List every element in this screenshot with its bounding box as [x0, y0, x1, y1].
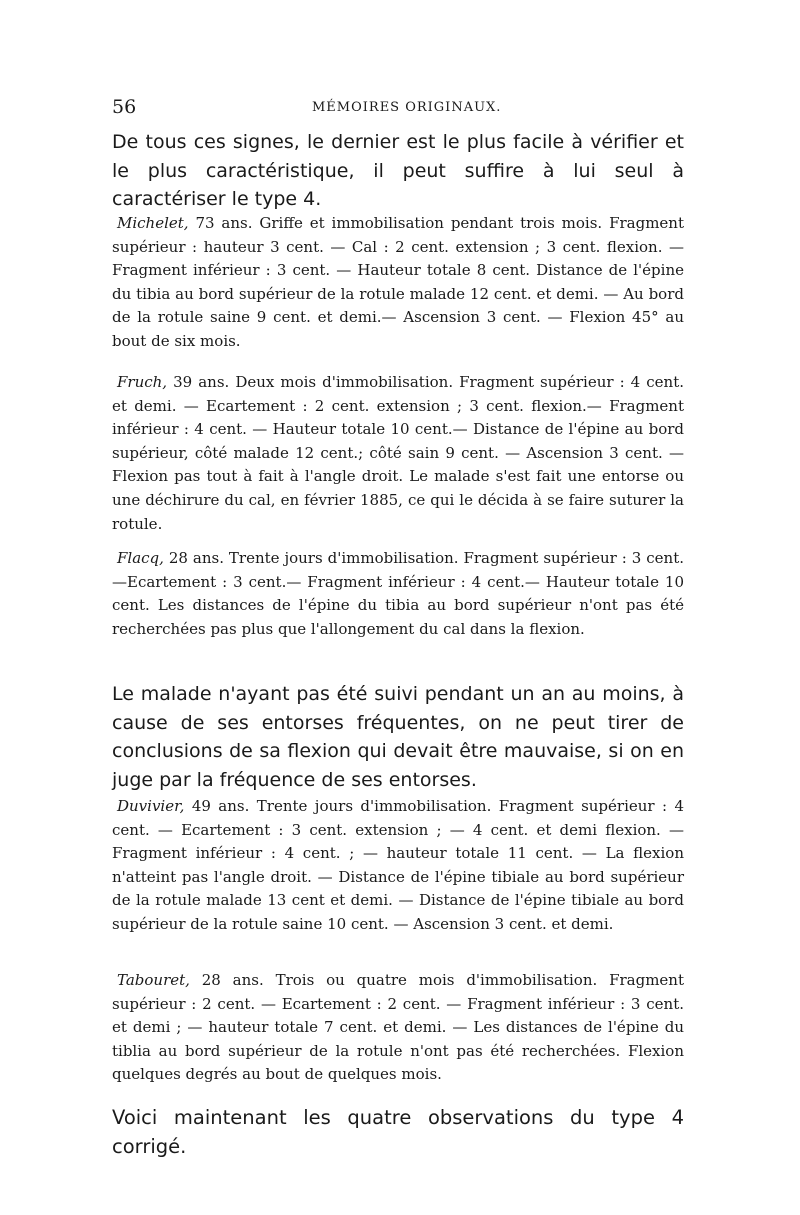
patient-name: Duvivier,	[117, 797, 185, 815]
patient-name: Flacq,	[117, 549, 164, 567]
observation-text: 28 ans. Trente jours d'immobilisation. Fragment supérieur : 3 cent.—Ecartement : 3 cent.— Fragment inférieur : 4 cent.— Hauteur totale 10 cent. Les distances de l'épine du tibia au bord supérieur n'ont pas été recherchées pas plus que l'allongement du cal dans la flexion.	[112, 549, 684, 638]
voici-paragraph: Voici maintenant les quatre observations du type 4 corrigé.	[112, 1106, 684, 1158]
intro-paragraph: De tous ces signes, le dernier est le plus facile à vérifier et le plus caractéristique, il peut suffire à lui seul à caractériser le type 4.	[112, 131, 684, 210]
malade-paragraph: Le malade n'ayant pas été suivi pendant un an au moins, à cause de ses entorses fréquentes, on ne peut tirer de conclusions de sa flexion qui devait être mauvaise, si on en juge par la fréquence de ses entorses.	[112, 683, 684, 791]
observation-tabouret	[112, 969, 684, 1087]
patient-name: Tabouret,	[117, 971, 190, 989]
header-title: MÉMOIRES ORIGINAUX.	[312, 100, 502, 115]
running-header	[112, 96, 692, 122]
observation-text: 28 ans. Trois ou quatre mois d'immobilisation. Fragment supérieur : 2 cent. — Ecartement : 2 cent. — Fragment inférieur : 3 cent. et demi ; — hauteur totale 7 cent. et demi. — Les distances de l'épine du tiblia au bord supérieur de la rotule n'ont pas été recherchées. Flexion quelques degrés au bout de quelques mois.	[112, 971, 684, 1084]
page-number: 56	[112, 96, 137, 118]
observation-fruch	[112, 371, 684, 536]
observation-text: 39 ans. Deux mois d'immobilisation. Fragment supérieur : 4 cent. et demi. — Ecartement : 2 cent. extension ; 3 cent. flexion.— Fragment inférieur : 4 cent. — Hauteur totale 10 cent.— Distance de l'épine au bord supérieur, côté malade 12 cent.; côté sain 9 cent. — Ascension 3 cent. — Flexion pas tout à fait à l'angle droit. Le malade s'est fait une entorse ou une déchirure du cal, en février 1885, ce qui le décida à se faire suturer la rotule.	[112, 373, 684, 533]
observation-duvivier	[112, 795, 684, 937]
patient-name: Michelet,	[117, 214, 189, 232]
observation-text: 49 ans. Trente jours d'immobilisation. Fragment supérieur : 4 cent. — Ecartement : 3 cent. extension ; — 4 cent. et demi flexion. — Fragment inférieur : 4 cent. ; — hauteur totale 11 cent. — La flexion n'atteint pas l'angle droit. — Distance de l'épine tibiale au bord supérieur de la rotule malade 13 cent et demi. — Distance de l'épine tibiale au bord supérieur de la rotule saine 10 cent. — Ascension 3 cent. et demi.	[112, 797, 684, 933]
observation-flacq	[112, 547, 684, 641]
patient-name: Fruch,	[117, 373, 168, 391]
observation-text: 73 ans. Griffe et immobilisation pendant trois mois. Fragment supérieur : hauteur 3 cent. — Cal : 2 cent. extension ; 3 cent. flexion. — Fragment inférieur : 3 cent. — Hauteur totale 8 cent. Distance de l'épine du tibia au bord supérieur de la rotule malade 12 cent. et demi. — Au bord de la rotule saine 9 cent. et demi.— Ascension 3 cent. — Flexion 45° au bout de six mois.	[112, 214, 684, 350]
observation-michelet	[112, 212, 684, 354]
